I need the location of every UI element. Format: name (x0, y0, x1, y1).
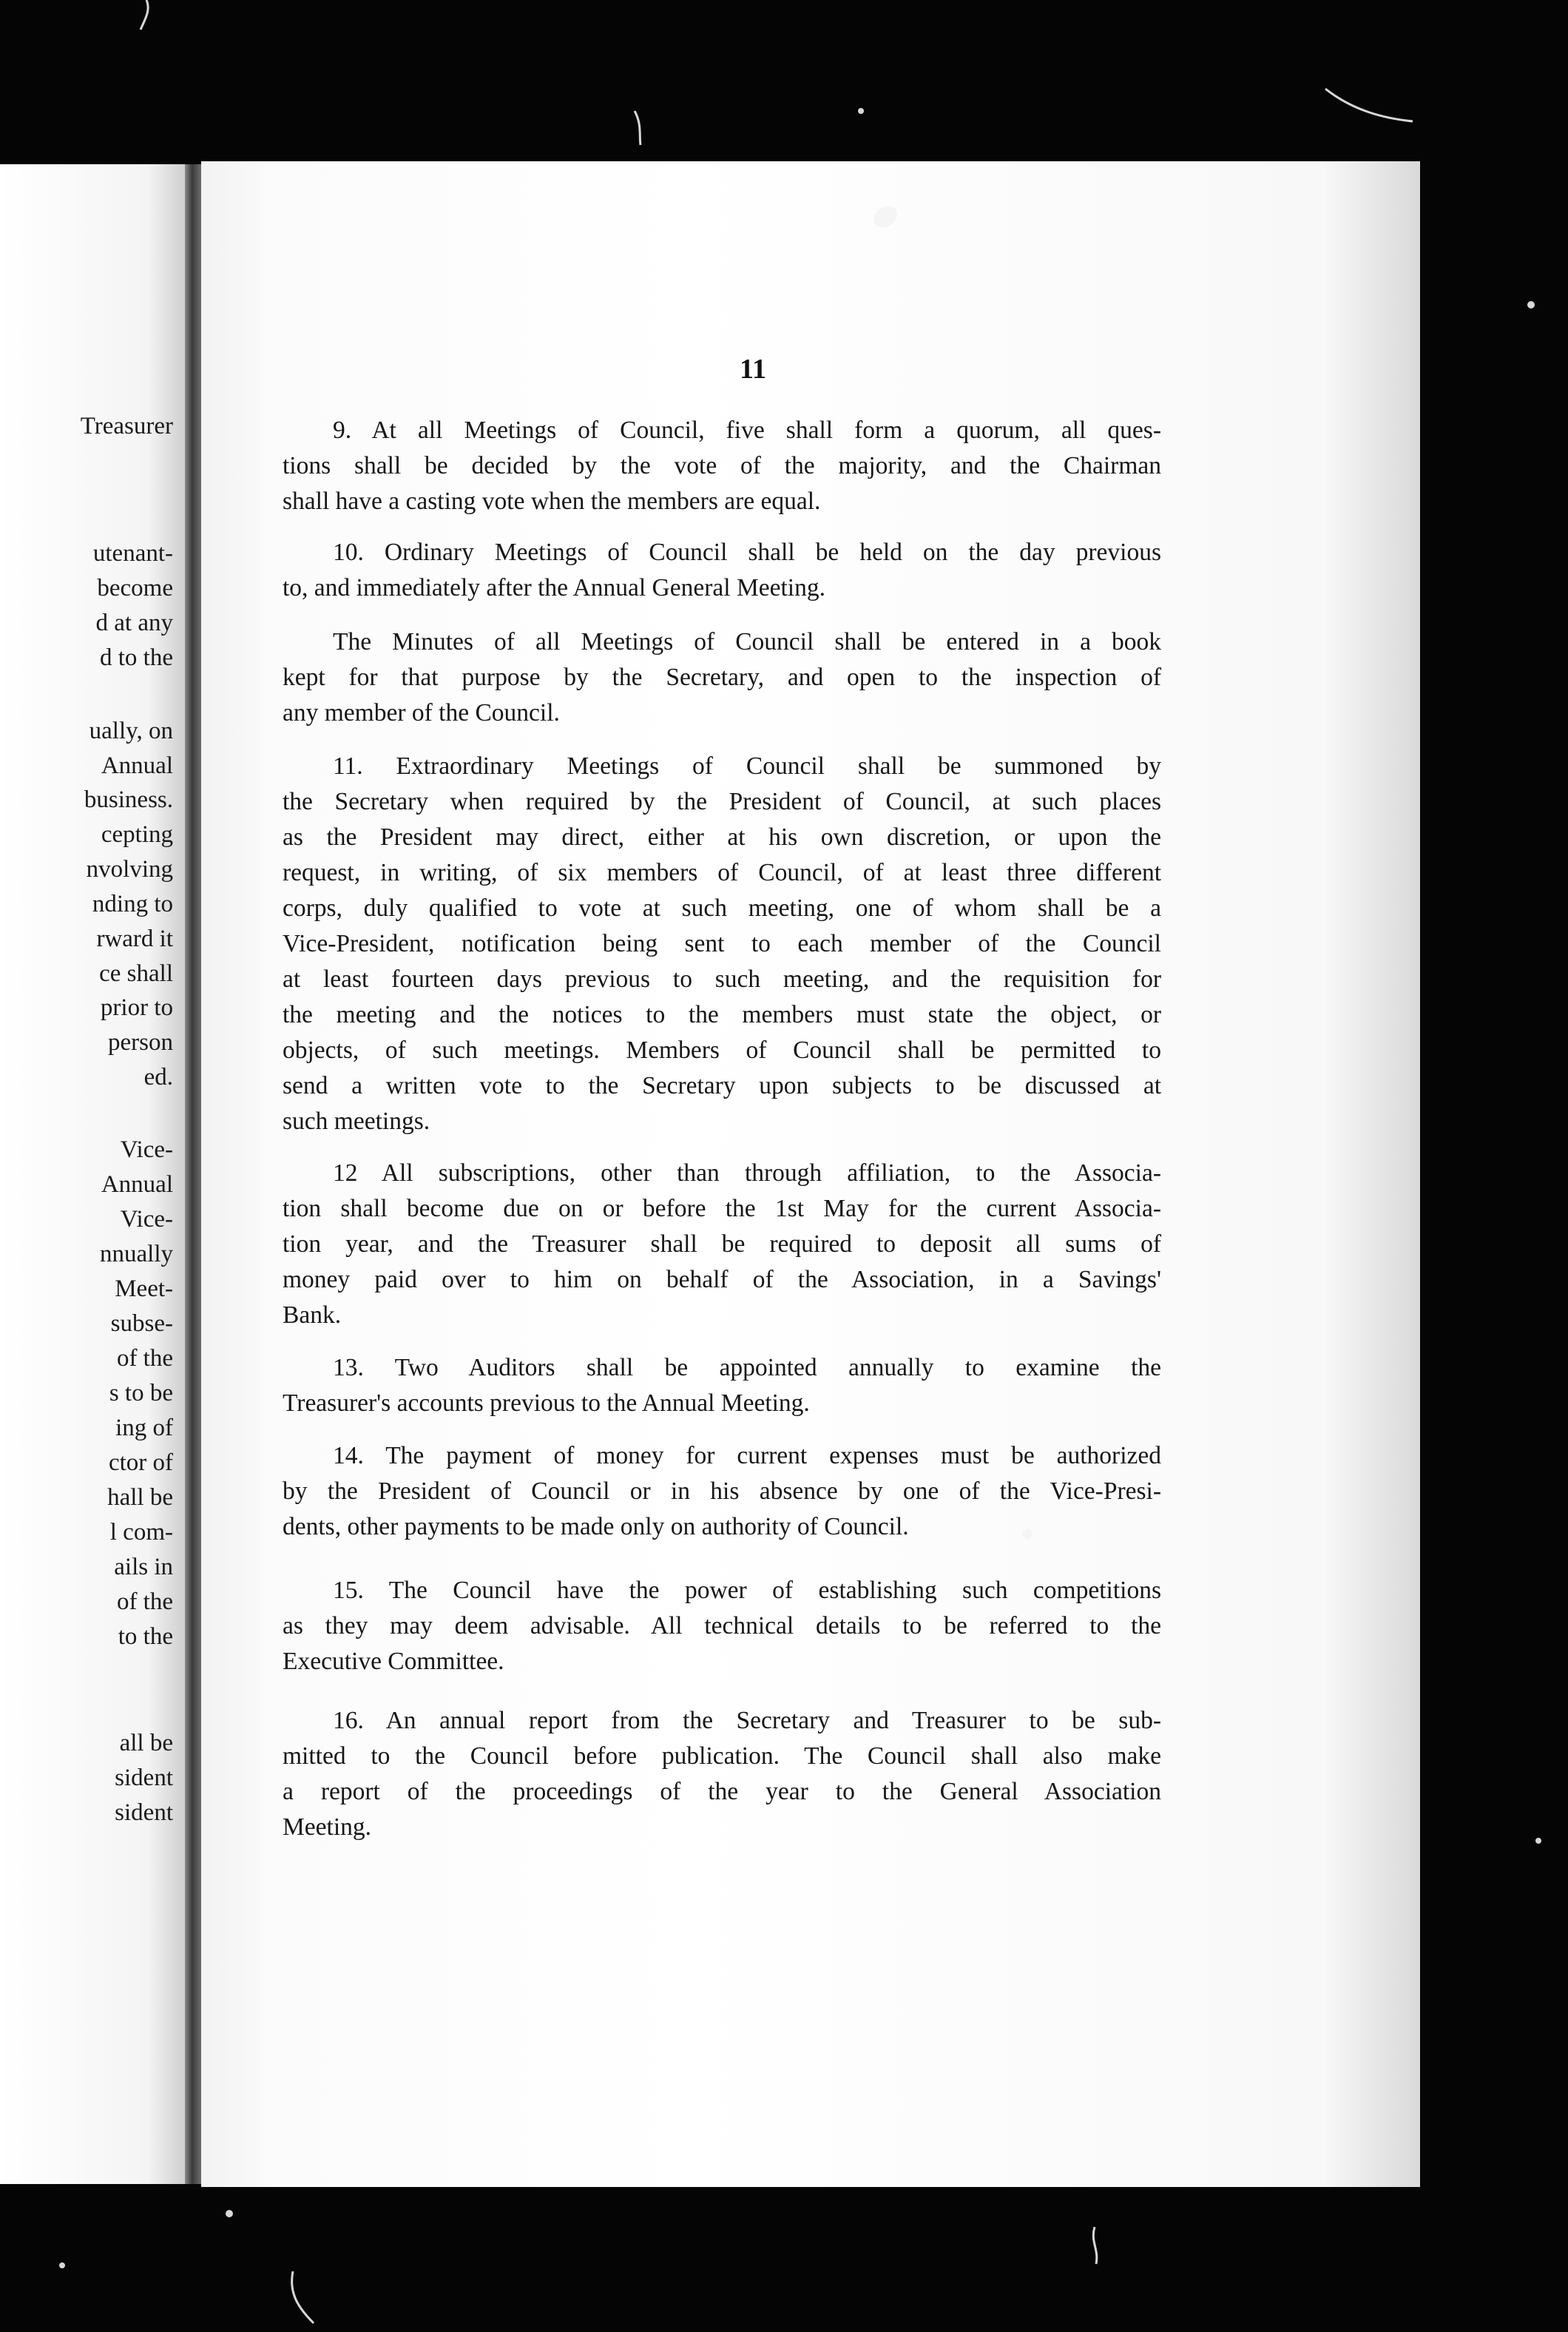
left-fragment: prior to (100, 994, 173, 1021)
text-line: a report of the proceedings of the year to the General Association (283, 1778, 1161, 1805)
left-fragment: of the (116, 1345, 173, 1372)
text-line: tion shall become due on or before the 1st May for the current Associa- (283, 1195, 1161, 1222)
left-fragment: l com- (109, 1519, 173, 1546)
text-line: as they may deem advisable. All technical details to be referred to the (283, 1612, 1161, 1640)
left-fragment: Annual (101, 1171, 173, 1198)
text-line: 13. Two Auditors shall be appointed annually to examine the (333, 1354, 1161, 1381)
text-line: 12 All subscriptions, other than through affiliation, to the Associa- (333, 1159, 1161, 1187)
left-fragment: utenant- (92, 540, 173, 567)
text-line: money paid over to him on behalf of the Association, in a Savings' (283, 1266, 1161, 1293)
text-line: tion year, and the Treasurer shall be required to deposit all sums of (283, 1230, 1161, 1258)
text-line: 9. At all Meetings of Council, five shall form a quorum, all ques- (333, 417, 1161, 444)
left-fragment: Annual (101, 752, 173, 779)
text-line: Executive Committee. (283, 1648, 504, 1675)
text-line: tions shall be decided by the vote of the majority, and the Chairman (283, 452, 1161, 479)
left-fragment: nding to (92, 891, 173, 917)
text-line: 10. Ordinary Meetings of Council shall be held on the day previous (333, 539, 1161, 566)
text-line: The Minutes of all Meetings of Council shall be entered in a book (333, 628, 1161, 656)
left-fragment: Vice- (120, 1136, 173, 1163)
left-fragment: subse- (110, 1310, 173, 1337)
left-fragment: business. (84, 786, 173, 813)
text-line: objects, of such meetings. Members of Council shall be permitted to (283, 1037, 1161, 1064)
left-fragment: sident (115, 1765, 173, 1791)
text-line: dents, other payments to be made only on authority of Council. (283, 1513, 909, 1540)
text-line: Meeting. (283, 1813, 372, 1841)
text-line: Vice-President, notification being sent to each member of the Council (283, 930, 1161, 957)
left-fragment: ails in (114, 1554, 173, 1580)
left-fragment: ctor of (108, 1449, 173, 1476)
text-line: the Secretary when required by the President of Council, at such places (283, 788, 1161, 815)
text-line: 11. Extraordinary Meetings of Council shall be summoned by (333, 752, 1161, 780)
text-line: 16. An annual report from the Secretary and Treasurer to be sub- (333, 1707, 1161, 1734)
left-fragment: ce shall (99, 960, 173, 987)
text-line: such meetings. (283, 1108, 430, 1135)
left-fragment: nnually (100, 1241, 173, 1267)
left-fragment: sident (115, 1799, 173, 1826)
text-line: request, in writing, of six members of Council, of at least three different (283, 859, 1161, 886)
left-fragment: d to the (100, 644, 173, 671)
left-fragment: d at any (95, 610, 173, 636)
page-number: 11 (740, 354, 766, 385)
left-fragment: become (97, 575, 173, 601)
text-line: shall have a casting vote when the members are equal. (283, 488, 821, 515)
text-line: Treasurer's accounts previous to the Annual Meeting. (283, 1389, 810, 1417)
text-line: any member of the Council. (283, 699, 560, 727)
left-fragment: hall be (107, 1484, 173, 1511)
text-line: kept for that purpose by the Secretary, and open to the inspection of (283, 664, 1161, 691)
text-line: corps, duly qualified to vote at such meeting, one of whom shall be a (283, 894, 1161, 922)
left-fragment: of the (116, 1588, 173, 1615)
left-fragment: nvolving (86, 856, 173, 883)
left-fragment: ually, on (89, 718, 173, 744)
text-line: to, and immediately after the Annual General Meeting. (283, 574, 825, 601)
left-fragment: ing of (115, 1415, 173, 1441)
left-fragment: rward it (96, 926, 173, 952)
text-line: 15. The Council have the power of establishing such competitions (333, 1577, 1161, 1604)
left-fragment: Vice- (120, 1206, 173, 1233)
left-fragment: person (108, 1029, 173, 1056)
left-fragment: to the (118, 1623, 173, 1650)
text-line: mitted to the Council before publication. The Council shall also make (283, 1742, 1161, 1770)
text-line: at least fourteen days previous to such meeting, and the requisition for (283, 966, 1161, 993)
left-fragment: ed. (143, 1064, 173, 1091)
left-fragment: s to be (109, 1380, 173, 1406)
text-line: send a written vote to the Secretary upon subjects to be discussed at (283, 1072, 1161, 1099)
left-fragment: cepting (101, 821, 173, 848)
text-line: Bank. (283, 1301, 342, 1329)
text-line: by the President of Council or in his absence by one of the Vice-Presi- (283, 1477, 1161, 1505)
text-line: as the President may direct, either at his own discretion, or upon the (283, 823, 1161, 851)
text-line: the meeting and the notices to the members must state the object, or (283, 1001, 1161, 1028)
left-fragment: all be (119, 1730, 173, 1756)
text-line: 14. The payment of money for current expenses must be authorized (333, 1442, 1161, 1469)
left-fragment: Treasurer (80, 413, 173, 439)
left-fragment: Meet- (115, 1275, 173, 1302)
